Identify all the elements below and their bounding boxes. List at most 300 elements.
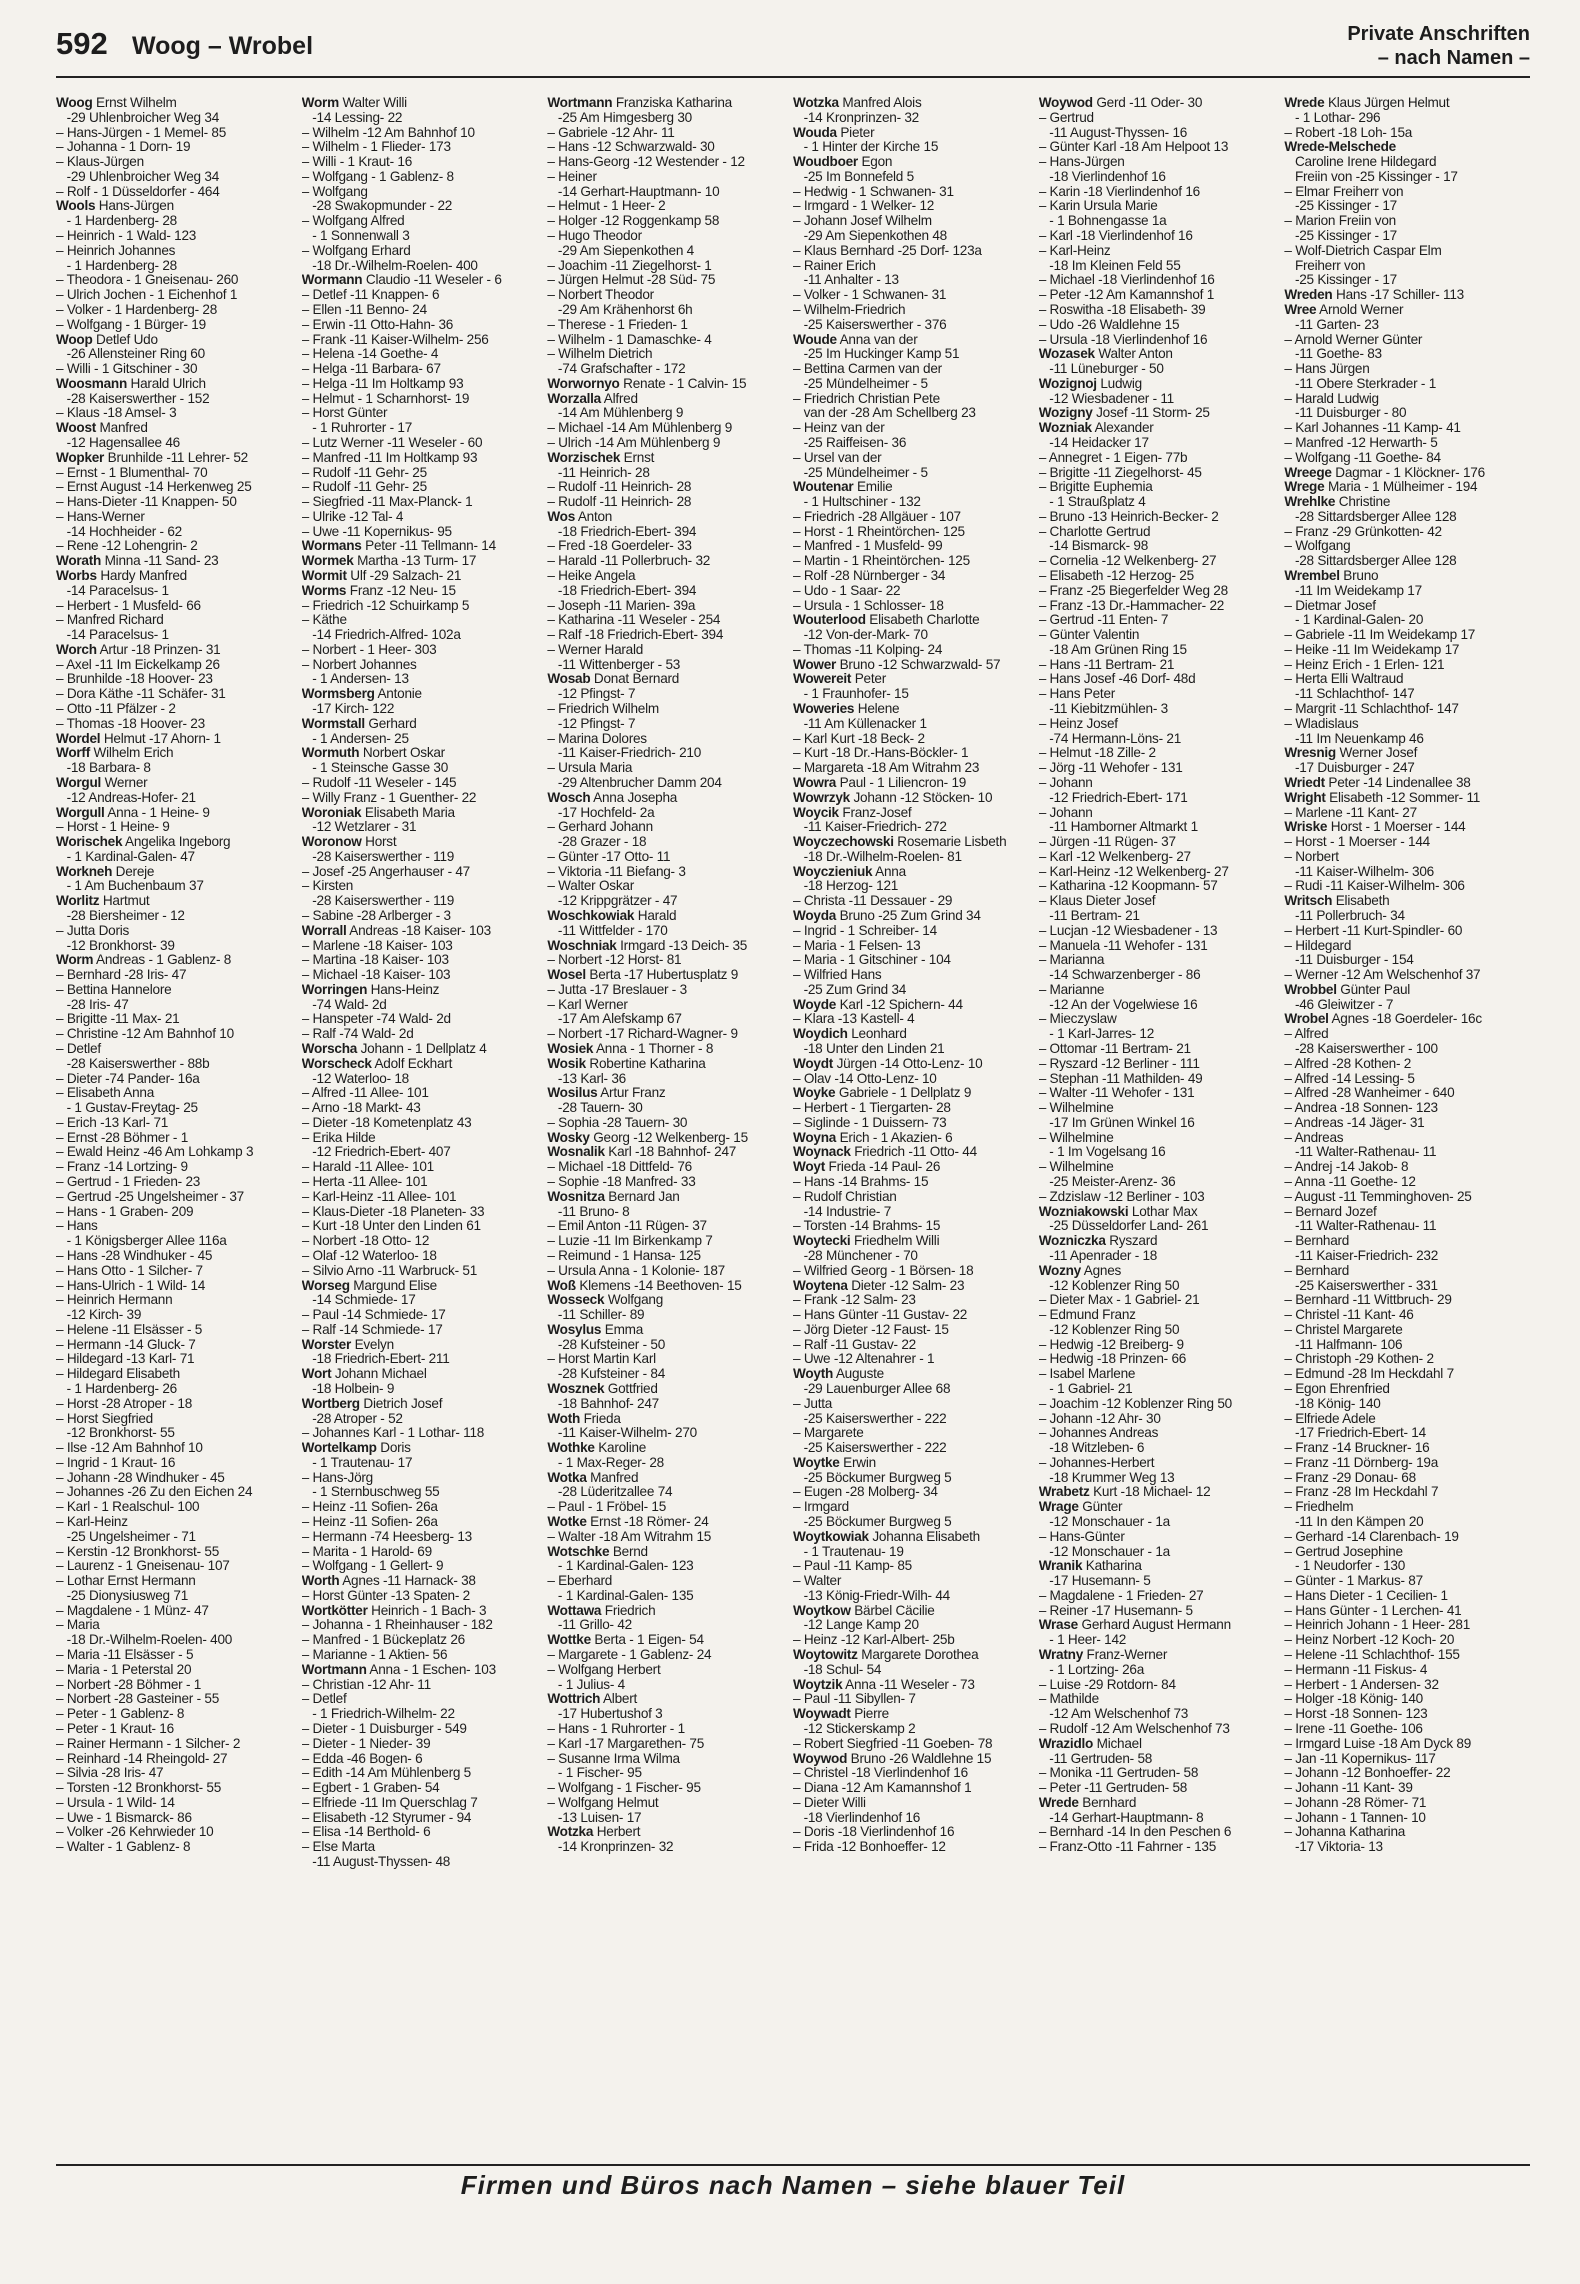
directory-entry: – Norbert -28 Gasteiner - 55: [56, 1692, 220, 1707]
directory-entry: -12 Von-der-Mark- 70: [793, 628, 928, 643]
directory-entry: – Johann -11 Kant- 39: [1284, 1781, 1413, 1796]
directory-entry: Worms Franz -12 Neu- 15: [301, 583, 456, 598]
surname: Woydich: [793, 1027, 848, 1042]
surname: Wozignoj: [1038, 376, 1097, 391]
directory-entry: Wormans Peter -11 Tellmann- 14: [301, 539, 496, 554]
directory-entry: -18 Am Grünen Ring 15: [1038, 642, 1187, 657]
directory-entry: -14 Schwarzenberger - 86: [1038, 968, 1201, 983]
directory-entry: – Hans-Jörg: [301, 1470, 373, 1485]
directory-entry: – Johannes Andreas: [1038, 1426, 1159, 1441]
directory-entry: – Thomas -11 Kolping- 24: [793, 642, 943, 657]
directory-entry: – Karl-Heinz: [1038, 243, 1111, 258]
directory-entry: – Rudi -11 Kaiser-Wilhelm- 306: [1284, 879, 1465, 894]
directory-entry: – Charlotte Gertrud: [1038, 524, 1151, 539]
directory-entry: – Joseph -11 Marien- 39a: [547, 598, 696, 613]
directory-entry: – Ralf -11 Gustav- 22: [793, 1337, 916, 1352]
directory-entry: – Hans-Jürgen: [1038, 155, 1125, 170]
directory-entry: – Joachim -11 Ziegelhorst- 1: [547, 258, 712, 273]
directory-entry: – Ulrike -12 Tal- 4: [301, 509, 404, 524]
directory-entry: – Reimund - 1 Hansa- 125: [547, 1248, 701, 1263]
directory-entry: – Elfriede Adele: [1284, 1411, 1376, 1426]
directory-entry: – Dietmar Josef: [1284, 598, 1376, 613]
directory-entry: -11 Kiebitzmühlen- 3: [1038, 702, 1168, 717]
directory-entry: [1284, 140, 1529, 155]
directory-entry: -25 Mündelheimer - 5: [793, 376, 928, 391]
directory-entry: -11 August-Thyssen- 16: [1038, 125, 1188, 140]
directory-entry: – Isabel Marlene: [1038, 1367, 1136, 1382]
directory-entry: Woyth Auguste: [793, 1367, 884, 1382]
directory-entry: – Franz -28 Im Heckdahl 7: [1284, 1485, 1439, 1500]
directory-entry: -25 Am Himgesberg 30: [547, 110, 692, 125]
directory-entry: -12 Wiesbadener - 11: [1038, 391, 1174, 406]
directory-entry: – Harald Ludwig: [1284, 391, 1379, 406]
directory-entry: – Walter -11 Wehofer - 131: [1038, 1086, 1195, 1101]
directory-entry: Worseg Margund Elise: [301, 1278, 437, 1293]
directory-entry: -18 Krummer Weg 13: [1038, 1470, 1175, 1485]
directory-entry: -11 Obere Sterkrader - 1: [1284, 376, 1437, 391]
directory-entry: – Katharina -11 Weseler - 254: [547, 613, 721, 628]
directory-entry: – Dieter Willi: [793, 1795, 866, 1810]
directory-entry: -17 Viktoria- 13: [1284, 1840, 1383, 1855]
directory-entry: – Michael -14 Am Mühlenberg 9: [547, 421, 733, 436]
surname: Woytkow: [793, 1603, 851, 1618]
directory-entry: – Klara -13 Kastell- 4: [793, 1012, 915, 1027]
column-6: [1284, 96, 1530, 2162]
directory-entry: -18 Bahnhof- 247: [547, 1396, 659, 1411]
surname: Woyt: [793, 1160, 825, 1175]
directory-entry: – Robert -18 Loh- 15a: [1284, 125, 1413, 140]
directory-entry: Woytecki Friedhelm Willi: [793, 1234, 940, 1249]
directory-entry: – Franz -25 Biegerfelder Weg 28: [1038, 583, 1228, 598]
directory-entry: -28 Swakopmunder - 22: [301, 199, 453, 214]
directory-entry: – Walter - 1 Gablenz- 8: [56, 1840, 191, 1855]
directory-entry: -12 Koblenzer Ring 50: [1038, 1278, 1180, 1293]
directory-entry: -12 Kirch- 39: [56, 1308, 142, 1323]
surname: Wotke: [547, 1515, 587, 1529]
directory-entry: – Mathilde: [1038, 1692, 1099, 1707]
directory-entry: -11 Kaiser-Wilhelm- 270: [547, 1426, 697, 1441]
surname: Worzischek: [547, 450, 621, 465]
directory-entry: -14 Lessing- 22: [301, 110, 403, 125]
directory-entry: – Doris -18 Vierlindenhof 16: [793, 1825, 955, 1840]
directory-entry: – Johannes-Herbert: [1038, 1455, 1155, 1470]
footer-note: Firmen und Büros nach Namen – siehe blauer Teil: [460, 2170, 1126, 2200]
directory-entry: -11 Schiller- 89: [547, 1308, 645, 1323]
directory-entry: Wothke Karoline: [547, 1441, 647, 1456]
directory-entry: – Elisa -14 Berthold- 6: [301, 1825, 431, 1840]
directory-entry: Woroniak Elisabeth Maria: [301, 805, 455, 820]
directory-entry: – Norbert: [1284, 849, 1339, 864]
directory-entry: -46 Gleiwitzer - 7: [1284, 997, 1394, 1012]
directory-entry: – Elmar Freiherr von: [1284, 184, 1404, 199]
directory-entry: – Ulrich Jochen - 1 Eichenhof 1: [56, 288, 238, 303]
directory-entry: – Frank -11 Kaiser-Wilhelm- 256: [301, 332, 489, 347]
surname: Wosab: [547, 672, 591, 687]
directory-entry: – Anna -11 Goethe- 12: [1284, 1175, 1416, 1190]
surname: Wosky: [547, 1130, 590, 1145]
directory-entry: – Frida -12 Bonhoeffer- 12: [793, 1840, 946, 1855]
directory-entry: Wowra Paul - 1 Liliencron- 19: [793, 775, 967, 790]
directory-entry: – Marlene -18 Kaiser- 103: [301, 938, 453, 953]
directory-entry: -12 Krippgrätzer - 47: [547, 894, 678, 909]
directory-entry: Wosch Anna Josepha: [547, 790, 678, 805]
directory-entry: – Hans-Georg -12 Westender - 12: [547, 155, 745, 170]
directory-entry: – Rudolf -11 Gehr- 25: [301, 465, 427, 480]
directory-entry: – Heinz van der: [793, 421, 885, 436]
directory-entry: – Arnold Werner Günter: [1284, 332, 1423, 347]
directory-entry: – Manfred -12 Herwarth- 5: [1284, 435, 1438, 450]
directory-entry: Woytzik Anna -11 Weseler - 73: [793, 1677, 975, 1692]
surname: Woschkowiak: [547, 908, 635, 923]
directory-entry: -12 Hagensallee 46: [56, 435, 180, 450]
directory-entry: -18 König- 140: [1284, 1396, 1381, 1411]
directory-entry: Wortmann Franziska Katharina: [547, 96, 732, 110]
directory-entry: – Erika Hilde: [301, 1130, 376, 1145]
directory-entry: – Karl -17 Margarethen- 75: [547, 1736, 705, 1751]
directory-entry: – Marianne: [1038, 982, 1105, 997]
directory-entry: – Uwe -12 Altenahrer - 1: [793, 1352, 935, 1367]
section-title-line1: Private Anschriften: [1347, 23, 1530, 45]
directory-entry: – Karl -12 Welkenberg- 27: [1038, 849, 1191, 864]
directory-entry: – Uwe -11 Kopernikus- 95: [301, 524, 452, 539]
directory-entry: Woth Frieda: [547, 1411, 621, 1426]
directory-entry: -28 Kufsteiner - 50: [547, 1337, 666, 1352]
directory-entry: – Gertrud: [1038, 110, 1094, 125]
directory-entry: - 1 Sonnenwall 3: [301, 229, 410, 244]
directory-entry: – Michael -18 Kaiser- 103: [301, 968, 451, 983]
directory-entry: – Martin - 1 Rheintörchen- 125: [793, 554, 970, 569]
directory-entry: -11 In den Kämpen 20: [1284, 1515, 1424, 1529]
directory-entry: – Friedrich Wilhelm: [547, 702, 659, 717]
directory-entry: -18 Friedrich-Ebert- 394: [547, 583, 697, 598]
directory-entry: -74 Hermann-Löns- 21: [1038, 731, 1182, 746]
surname: Wozasek: [1038, 347, 1095, 362]
directory-entry: – Joachim -12 Koblenzer Ring 50: [1038, 1396, 1232, 1411]
directory-entry: -11 Kaiser-Wilhelm- 306: [1284, 864, 1434, 879]
surname: Wozniczka: [1038, 1234, 1106, 1249]
directory-entry: Woytkow Bärbel Cäcilie: [793, 1603, 935, 1618]
surname: Writsch: [1284, 894, 1333, 909]
directory-entry: -28 Kufsteiner - 84: [547, 1367, 666, 1382]
page-header: [56, 22, 1530, 74]
directory-entry: – Bernhard -28 Iris- 47: [56, 968, 187, 983]
directory-entry: – Hans-Günter: [1038, 1529, 1125, 1544]
directory-entry: – Udo -26 Waldlehne 15: [1038, 317, 1180, 332]
directory-entry: – Gertrud - 1 Frieden- 23: [56, 1175, 201, 1190]
directory-entry: – Josef -25 Angerhauser - 47: [301, 864, 470, 879]
surname: Wopker: [56, 450, 105, 465]
directory-entry: -17 Am Alefskamp 67: [547, 1012, 682, 1027]
directory-entry: – Manuela -11 Wehofer - 131: [1038, 938, 1208, 953]
directory-entry: Wosky Georg -12 Welkenberg- 15: [547, 1130, 748, 1145]
surname: Woweries: [793, 702, 855, 717]
surname: Worm: [56, 953, 94, 968]
surname: Wranik: [1038, 1559, 1083, 1574]
directory-entry: – Friedhelm: [1284, 1500, 1354, 1515]
directory-entry: Wratny Franz-Werner: [1038, 1648, 1168, 1663]
directory-entry: - 1 Sternbuschweg 55: [301, 1485, 440, 1500]
surname: Wools: [56, 199, 96, 214]
directory-entry: -12 Friedrich-Ebert- 171: [1038, 790, 1188, 805]
directory-entry: Woynack Friedrich -11 Otto- 44: [793, 1145, 977, 1160]
directory-entry: Wortmann Anna - 1 Eschen- 103: [301, 1662, 496, 1677]
directory-entry: Worch Artur -18 Prinzen- 31: [56, 642, 221, 657]
directory-entry: – Marianne - 1 Aktien- 56: [301, 1648, 448, 1663]
directory-entry: – Herbert - 1 Andersen- 32: [1284, 1677, 1439, 1692]
surname: Woytke: [793, 1455, 840, 1470]
directory-entry: – Hans Josef -46 Dorf- 48d: [1038, 672, 1196, 687]
directory-entry: -18 Unter den Linden 21: [793, 1042, 945, 1056]
directory-entry: – Magdalene - 1 Frieden- 27: [1038, 1588, 1204, 1603]
surname: Worm: [301, 96, 339, 110]
directory-entry: Worscheck Adolf Eckhart: [301, 1056, 453, 1071]
directory-entry: – Kurt -18 Dr.-Hans-Böckler- 1: [793, 746, 969, 761]
directory-entry: Worwornyo Renate - 1 Calvin- 15: [547, 376, 747, 391]
directory-entry: – Herbert -11 Kurt-Spindler- 60: [1284, 923, 1463, 938]
surname: Wort: [301, 1367, 332, 1382]
directory-entry: -18 Dr.-Wilhelm-Roelen- 400: [301, 258, 478, 273]
directory-entry: – Jutta -17 Breslauer - 3: [547, 982, 687, 997]
surname: Worscheck: [301, 1056, 372, 1071]
directory-entry: – Torsten -14 Brahms- 15: [793, 1219, 941, 1234]
directory-entry: -11 Duisburger - 154: [1284, 953, 1414, 968]
directory-entry: -11 August-Thyssen- 48: [301, 1854, 451, 1869]
directory-entry: – Karl-Heinz -11 Allee- 101: [301, 1189, 457, 1204]
surname: Wotzka: [793, 96, 839, 110]
directory-entry: – Gerhard -14 Clarenbach- 19: [1284, 1529, 1459, 1544]
directory-entry: – Hans Dieter - 1 Cecilien- 1: [1284, 1588, 1448, 1603]
surname: Woyda: [793, 908, 837, 923]
directory-entry: Wordel Helmut -17 Ahorn- 1: [56, 731, 221, 746]
directory-entry: Wort Johann Michael: [301, 1367, 427, 1382]
directory-entry: - 1 Am Buchenbaum 37: [56, 879, 204, 894]
surname: Wozny: [1038, 1263, 1081, 1278]
directory-entry: – Jutta Doris: [56, 923, 130, 938]
directory-entry: – Edith -14 Am Mühlenberg 5: [301, 1766, 471, 1781]
directory-entry: -14 Friedrich-Alfred- 102a: [301, 628, 461, 643]
directory-entry: – Günter Valentin: [1038, 628, 1140, 643]
directory-entry: - 1 Trautenau- 19: [793, 1544, 904, 1559]
surname: Wrazidlo: [1038, 1736, 1094, 1751]
directory-entry: -13 König-Friedr-Wilh- 44: [793, 1588, 950, 1603]
directory-entry: – Heinz Erich - 1 Erlen- 121: [1284, 657, 1445, 672]
directory-entry: Wotschke Bernd: [547, 1544, 648, 1559]
footer-rule: [56, 2164, 1530, 2166]
directory-entry: Woyczieniuk Anna: [793, 864, 906, 879]
directory-entry: Wosnitza Bernard Jan: [547, 1189, 680, 1204]
surname: Wrede: [1284, 96, 1325, 110]
directory-entry: – Egon Ehrenfried: [1284, 1381, 1390, 1396]
directory-entry: – Horst Günter -13 Spaten- 2: [301, 1588, 470, 1603]
directory-entry: – Bernhard: [1284, 1263, 1350, 1278]
directory-entry: – Friedrich Christian Pete: [793, 391, 940, 406]
directory-entry: – Franz -29 Grünkotten- 42: [1284, 524, 1442, 539]
directory-entry: -25 Mündelheimer - 5: [793, 465, 928, 480]
directory-entry: – Andreas: [1284, 1130, 1344, 1145]
directory-entry: – Sabine -28 Arlberger - 3: [301, 908, 451, 923]
directory-entry: – Rolf - 1 Düsseldorfer - 464: [56, 184, 220, 199]
surname: Worgul: [56, 775, 102, 790]
surname: Wosel: [547, 968, 586, 983]
directory-entry: van der -28 Am Schellberg 23: [793, 406, 976, 421]
directory-entry: -25 Kaiserswerther - 331: [1284, 1278, 1438, 1293]
directory-entry: Wosilus Artur Franz: [547, 1086, 666, 1101]
surname: Wouda: [793, 125, 837, 140]
directory-entry: Wresnig Werner Josef: [1284, 746, 1418, 761]
directory-entry: Woyczechowski Rosemarie Lisbeth: [793, 835, 1007, 850]
directory-entry: – Lucjan -12 Wiesbadener - 13: [1038, 923, 1218, 938]
directory-entry: – Irene -11 Goethe- 106: [1284, 1721, 1423, 1736]
surname: Wormek: [301, 554, 354, 569]
directory-entry: – Hans -14 Brahms- 15: [793, 1175, 929, 1190]
directory-entry: -11 Anhalter - 13: [793, 273, 899, 288]
directory-entry: -11 Grillo- 42: [547, 1618, 632, 1633]
surname: Woth: [547, 1411, 581, 1426]
directory-entry: – Wilhelmine: [1038, 1160, 1114, 1175]
directory-entry: – Wilhelm - 1 Damaschke- 4: [547, 332, 712, 347]
directory-entry: Wosiek Anna - 1 Thorner - 8: [547, 1042, 714, 1056]
directory-entry: Worm Andreas - 1 Gablenz- 8: [56, 953, 232, 968]
surname: Wotka: [547, 1470, 587, 1485]
directory-entry: - 1 Hardenberg- 28: [56, 214, 177, 229]
directory-entry: – Franz -11 Dörnberg- 19a: [1284, 1455, 1439, 1470]
directory-entry: -14 Kronprinzen- 32: [793, 110, 919, 125]
directory-entry: – Ursula - 1 Wild- 14: [56, 1795, 175, 1810]
directory-entry: -12 Lange Kamp 20: [793, 1618, 919, 1633]
directory-entry: Worischek Angelika Ingeborg: [56, 835, 231, 850]
directory-entry: Wozny Agnes: [1038, 1263, 1122, 1278]
directory-entry: – Edmund Franz: [1038, 1308, 1136, 1323]
directory-entry: – Johannes Karl - 1 Lothar- 118: [301, 1426, 485, 1441]
directory-entry: – Sophie -18 Manfred- 33: [547, 1175, 696, 1190]
directory-entry: – Marita - 1 Harold- 69: [301, 1544, 432, 1559]
directory-entry: – Hermann -11 Fiskus- 4: [1284, 1662, 1428, 1677]
directory-entry: – Johannes -26 Zu den Eichen 24: [56, 1485, 253, 1500]
surname: Wosilus: [547, 1086, 598, 1101]
directory-entry: – Bernhard: [1284, 1234, 1350, 1249]
directory-entry: -12 Bronkhorst- 39: [56, 938, 175, 953]
directory-entry: – Johanna - 1 Dorn- 19: [56, 140, 191, 155]
directory-entry: -11 Lüneburger - 50: [1038, 362, 1164, 377]
directory-entry: – Hans-Werner: [56, 509, 145, 524]
directory-entry: – Johann: [1038, 805, 1093, 820]
directory-entry: – Günter Karl -18 Am Helpoot 13: [1038, 140, 1229, 155]
directory-entry: Wopker Brunhilde -11 Lehrer- 52: [56, 450, 248, 465]
directory-entry: – Heike -11 Im Weidekamp 17: [1284, 642, 1460, 657]
column-1: [56, 96, 302, 2162]
directory-entry: – Elisabeth Anna: [56, 1086, 155, 1101]
directory-entry: – Johann -12 Ahr- 30: [1038, 1411, 1161, 1426]
directory-entry: – Karl -18 Vierlindenhof 16: [1038, 229, 1193, 244]
surname: Worseg: [301, 1278, 350, 1293]
directory-entry: – Hans-Ulrich - 1 Wild- 14: [56, 1278, 206, 1293]
surname: Woude: [793, 332, 837, 347]
directory-entry: – Siegfried -11 Max-Planck- 1: [301, 495, 473, 510]
directory-entry: - 1 Bohnengasse 1a: [1038, 214, 1167, 229]
directory-entry: Wormann Claudio -11 Weseler - 6: [301, 273, 502, 288]
directory-entry: -28 Kaiserswerther - 152: [56, 391, 210, 406]
directory-entry: -25 Düsseldorfer Land- 261: [1038, 1219, 1209, 1234]
directory-entry: -11 Walter-Rathenau- 11: [1284, 1219, 1437, 1234]
directory-entry: – Heinz Josef: [1038, 716, 1118, 731]
surname: Wosiek: [547, 1042, 594, 1056]
directory-entry: -12 An der Vogelwiese 16: [1038, 997, 1198, 1012]
directory-entry: -11 Im Weidekamp 17: [1284, 583, 1422, 598]
directory-entry: – Friedrich -12 Schuirkamp 5: [301, 598, 470, 613]
directory-entry: -11 Duisburger - 80: [1284, 406, 1407, 421]
directory-entry: – Dieter - 1 Nieder- 39: [301, 1736, 431, 1751]
directory-entry: – Rudolf -11 Gehr- 25: [301, 480, 427, 495]
directory-entry: – Norbert Johannes: [301, 657, 417, 672]
directory-entry: Wosseck Wolfgang: [547, 1293, 664, 1308]
directory-entry: – Hedwig - 1 Schwanen- 31: [793, 184, 954, 199]
directory-entry: – Walter Oskar: [547, 879, 634, 894]
directory-entry: – Marlene -11 Kant- 27: [1284, 805, 1417, 820]
directory-entry: – Jürgen Helmut -28 Süd- 75: [547, 273, 716, 288]
directory-entry: Worster Evelyn: [301, 1337, 394, 1352]
directory-entry: - 1 Max-Reger- 28: [547, 1455, 664, 1470]
surname: Workneh: [56, 864, 113, 879]
directory-entry: – Heiner: [547, 169, 597, 184]
directory-entry: – Gertrud Josephine: [1284, 1544, 1403, 1559]
directory-entry: – Jürgen -11 Rügen- 37: [1038, 835, 1176, 850]
directory-entry: – Hans Günter - 1 Lerchen- 41: [1284, 1603, 1462, 1618]
directory-entry: -14 Hochheider - 62: [56, 524, 182, 539]
surname: Worff: [56, 746, 90, 761]
directory-entry: -14 Heidacker 17: [1038, 435, 1149, 450]
directory-entry: – Jörg -11 Wehofer - 131: [1038, 761, 1183, 776]
directory-entry: – Else Marta: [301, 1840, 375, 1855]
directory-entry: Wozasek Walter Anton: [1038, 347, 1173, 362]
surname: Woytzik: [793, 1677, 843, 1692]
directory-entry: -29 Altenbrucher Damm 204: [547, 775, 722, 790]
directory-entry: – August -11 Temminghoven- 25: [1284, 1189, 1472, 1204]
directory-entry: Woycik Franz-Josef: [793, 805, 912, 820]
directory-entry: - 1 Hardenberg- 28: [56, 258, 177, 273]
directory-entry: – Margarete: [793, 1426, 864, 1441]
directory-entry: Wreden Hans -17 Schiller- 113: [1284, 288, 1464, 303]
directory-entry: – Jörg Dieter -12 Faust- 15: [793, 1322, 949, 1337]
directory-entry: Wosel Berta -17 Hubertusplatz 9: [547, 968, 739, 983]
directory-entry: -18 Dr.-Wilhelm-Roelen- 400: [56, 1633, 233, 1648]
directory-entry: -14 Paracelsus- 1: [56, 583, 169, 598]
directory-entry: -11 Bertram- 21: [1038, 908, 1140, 923]
surname: Woutenar: [793, 480, 854, 495]
directory-entry: – Bernhard -14 In den Peschen 6: [1038, 1825, 1232, 1840]
surname: Wormann: [301, 273, 363, 288]
directory-entry: – Johann -12 Bonhoeffer- 22: [1284, 1766, 1451, 1781]
directory-entry: – Roswitha -18 Elisabeth- 39: [1038, 302, 1206, 317]
directory-entry: – Horst - 1 Rheintörchen- 125: [793, 524, 965, 539]
surname: Woywadt: [793, 1707, 851, 1722]
directory-entry: – Helmut - 1 Scharnhorst- 19: [301, 391, 470, 406]
directory-entry: -12 Koblenzer Ring 50: [1038, 1322, 1180, 1337]
directory-entry: -25 Zum Grind 34: [793, 982, 907, 997]
directory-entry: -25 Im Bonnefeld 5: [793, 169, 914, 184]
directory-entry: -25 Kissinger - 17: [1284, 273, 1397, 288]
directory-entry: -28 Lüderitzallee 74: [547, 1485, 673, 1500]
directory-entry: -12 Monschauer - 1a: [1038, 1544, 1170, 1559]
directory-entry: -28 Biersheimer - 12: [56, 908, 185, 923]
directory-entry: – Rudolf -11 Heinrich- 28: [547, 480, 692, 495]
directory-entry: – Franz -14 Lortzing- 9: [56, 1160, 188, 1175]
directory-entry: Woutenar Emilie: [793, 480, 893, 495]
directory-entry: -12 Monschauer - 1a: [1038, 1515, 1170, 1529]
directory-entry: Worzischek Ernst: [547, 450, 655, 465]
directory-entry: -28 Münchener - 70: [793, 1248, 918, 1263]
directory-entry: – Norbert -18 Otto- 12: [301, 1234, 430, 1249]
directory-entry: – Monika -11 Gertruden- 58: [1038, 1766, 1199, 1781]
